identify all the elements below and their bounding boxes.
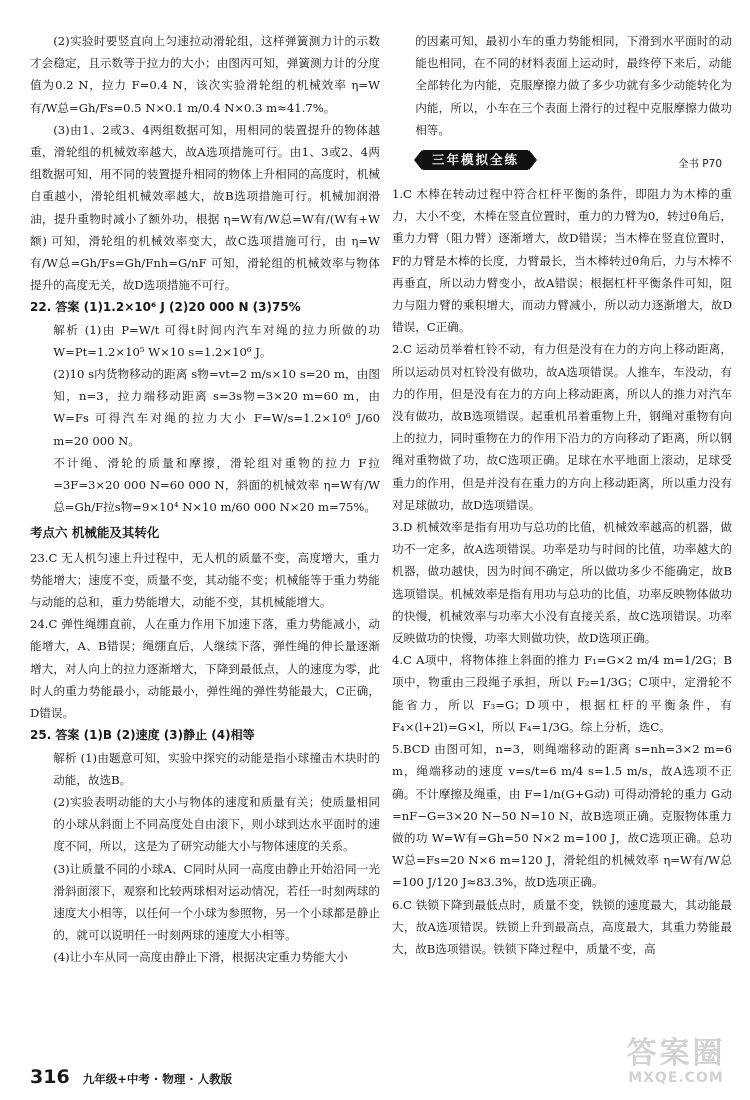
q25-analysis-4: (4)让小车从同一高度由静止下滑，根据决定重力势能大小	[53, 950, 348, 965]
q22-analysis-1: 解析 (1)由 P=W/t 可得t时间内汽车对绳的拉力所做的功 W=Pt=1.2×10⁵ W×10 s=1.2×10⁶ J。	[53, 322, 380, 359]
q25-answer	[30, 724, 380, 746]
q24: 24.C 弹性绳绷直前，人在重力作用下加速下落，重力势能减小，动能增大，A、B错误；绳绷直后，人继续下落，弹性绳的伸长量逐渐增大，对人向上的拉力逐渐增大，下降到最低点，人的速度为零，此时人的重力势能最小，动能最小，弹性绳的弹性势能最大，C正确，D错误。	[30, 617, 380, 721]
mock-q6: 6.C 铁锁下降到最低点时，质量不变，铁锁的速度最大，其动能最大，故A选项错误。铁锁上升到最高点，高度最大，其重力势能最大，故B选项错误。铁锁下降过程中，质量不变，高	[392, 897, 732, 956]
section-title-energy: 考点六 机械能及其转化	[30, 525, 160, 541]
watermark-logo	[616, 1038, 736, 1094]
left-column	[30, 30, 380, 969]
book-title: 九年级+中考 · 物理 · 人教版	[82, 1072, 233, 1086]
q22-analysis-2: (2)10 s内货物移动的距离 s物=vt=2 m/s×10 s=20 m，由图知，n=3，拉力端移动距离 s=3s物=3×20 m=60 m，由 W=Fs 可得汽车对绳的拉力大小 F=W/s=1.2×10⁶ J/60 m=20 000 N。	[53, 367, 380, 448]
q25-analysis-4-cont: 的因素可知，最初小车的重力势能相同，下滑到水平面时的动能也相同，在不同的材料表面上运动时，最终停下来后，动能全部转化为内能，克服摩擦力做了多少功就有多少动能转化为内能，所以，小车在三个表面上滑行的过程中克服摩擦力做功相等。	[415, 34, 732, 137]
right-column	[392, 30, 732, 960]
page-number: 316	[30, 1066, 70, 1088]
q22-analysis-3: 不计绳、滑轮的质量和摩擦，滑轮组对重物的拉力 F拉=3F=3×20 000 N=60 000 N，斜面的机械效率 η=W有/W总=Gh/F拉s物=9×10⁴ N×10 m/60 000 N×20 m=75%。	[53, 455, 380, 515]
mock-q3: 3.D 机械效率是指有用功与总功的比值，机械效率越高的机器，做功不一定多，故A选项错误。功率是功与时间的比值，功率越大的机器，做功越快，因为时间不确定，所以做功多少不能确定，故B选项错误。机械效率是指有用功与总功的比值，功率反映物体做功的快慢，机械效率与功率大小没有直接关系，故C选项错误。功率反映做功的快慢，功率大则做功快，故D选项正确。	[392, 520, 732, 646]
mock-q2: 2.C 运动员举着杠铃不动，有力但是没有在力的方向上移动距离，所以运动员对杠铃没有做功，故A选项错误。人推车，车没动，有力的作用，但是没有在力的方向上移动距离，所以人的推力对汽车没有做功，故B选项错误。起重机吊着重物上升，钢绳对重物有向上的拉力，同时重物在力的作用下沿力的方向移动了距离，所以钢绳对重物做了功，故C选项正确。足球在水平地面上滚动，足球受重力的作用，但是并没有在重力的方向上移动距离，所以重力没有对足球做功，故D选项错误。	[392, 342, 732, 512]
q22-answer-text: 22. 答案 (1)1.2×10⁶ J (2)20 000 N (3)75%	[30, 300, 301, 315]
watermark-line1: 答案圈	[626, 1036, 726, 1071]
mock-q1: 1.C 木棒在转动过程中符合杠杆平衡的条件，即阻力为木棒的重力，大小不变，木棒在竖直位置时，重力的力臂为0，转过θ角后，重力力臂（阻力臂）逐渐增大，故D错误；当木棒在竖直位置时，F的力臂是木棒的长度，力臂最长，当木棒转过θ角后，力与木棒不再垂直，所以动力臂变小，故A错误；根据杠杆平衡条件可知，阻力与阻力臂的乘积增大，而动力臂减小，所以动力逐渐增大，故D错误，C正确。	[392, 187, 732, 335]
watermark-line2: MXQE.COM	[628, 1070, 724, 1086]
q25-analysis-2: (2)实验表明动能的大小与物体的速度和质量有关；使质量相同的小球从斜面上不同高度处自由滚下，则小球到达水平面时的速度不同，所以，这是为了研究动能大小与物体速度的关系。	[53, 794, 380, 854]
mock-q5: 5.BCD 由图可知，n=3，则绳端移动的距离 s=nh=3×2 m=6 m，绳端移动的速度 v=s/t=6 m/4 s=1.5 m/s，故A选项不正确。不计摩擦及绳重，由 F=1/n(G+G动) 可得动滑轮的重力 G动=nF−G=3×20 N−50 N=10 N，故B选项正确。克服物体重力做的功 W=W有=Gh=50 N×2 m=100 J，故C选项正确。总功 W总=Fs=20 N×6 m=120 J，滑轮组的机械效率 η=W有/W总=100 J/120 J≈83.3%，故D选项正确。	[392, 742, 732, 890]
section-banner	[392, 145, 732, 179]
q25-analysis-1: 解析 (1)由题意可知，实验中探究的动能是指小球撞击木块时的动能，故选B。	[53, 750, 380, 787]
banner-page-ref: 全书 P70	[677, 158, 722, 171]
page-footer	[30, 1066, 232, 1088]
q21-part2: (2)实验时要竖直向上匀速拉动滑轮组，这样弹簧测力计的示数才会稳定，且示数等于拉力的大小；由图丙可知，弹簧测力计的分度值为0.2 N，拉力 F=0.4 N，该次实验滑轮组的机械效率 η=W有/W总=Gh/Fs=0.5 N×0.1 m/0.4 N×0.3 m≈41.7%。	[30, 34, 380, 115]
mock-q4: 4.C A项中，将物体推上斜面的推力 F₁=G×2 m/4 m=1/2G；B项中，物重由三段绳子承担，所以 F₂=1/3G；C项中，定滑轮不能省力，所以 F₃=G；D项中，根据杠杆的平衡条件，有 F₄×(l+2l)=G×l，所以 F₄=1/3G。综上分析，选C。	[392, 653, 732, 734]
q25-answer-text: 25. 答案 (1)B (2)速度 (3)静止 (4)相等	[30, 728, 255, 743]
q22-answer	[30, 296, 380, 318]
q23: 23.C 无人机匀速上升过程中，无人机的质量不变，高度增大，重力势能增大；速度不变，质量不变，其动能不变；机械能等于重力势能与动能的总和，重力势能增大，动能不变，其机械能增大。	[30, 550, 380, 610]
banner-title: 三年模拟全练	[422, 150, 529, 170]
q21-part3: (3)由1、2或3、4两组数据可知，用相同的装置提升的物体越重，滑轮组的机械效率越大，故A选项措施可行。由1、3或2、4两组数据可知，用不同的装置提升相同的物体上升相同的高度时，机械自重越小，滑轮组机械效率越大，故B选项措施可行。机械加润滑油，提升重物时减小了额外功，根据 η=W有/W总=W有/(W有+W额) 可知，滑轮组的机械效率变大，故C选项措施可行，由 η=W有/W总=Gh/Fs=Gh/Fnh=G/nF 可知，滑轮组的机械效率与物体提升的高度无关，故D选项措施不可行。	[30, 122, 380, 293]
q25-analysis-3: (3)让质量不同的小球A、C同时从同一高度由静止开始沿同一光滑斜面滚下，观察和比较两球相对运动情况，若任一时刻两球的速度大小相等，以任何一个小球为参照物，另一个小球都是静止的，就可以说明任一时刻两球的速度大小相等。	[53, 861, 380, 943]
